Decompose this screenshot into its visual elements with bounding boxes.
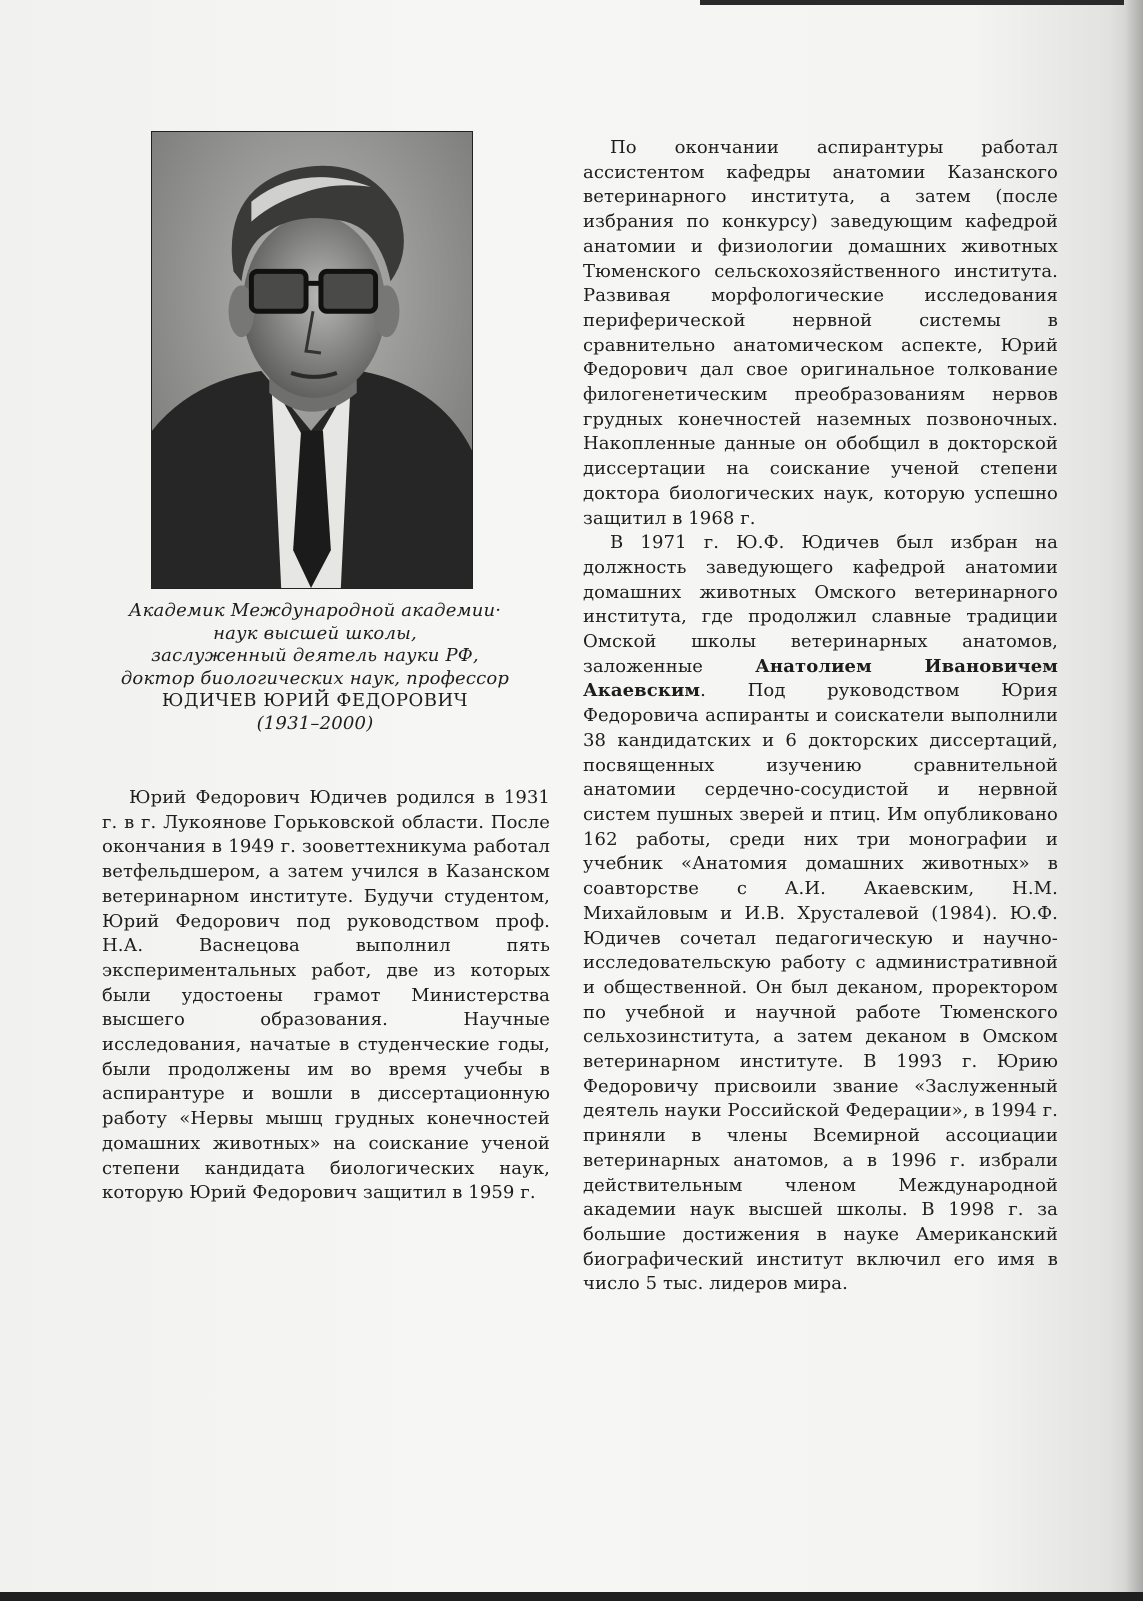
caption-years: (1931–2000) — [256, 712, 374, 734]
caption-name: ЮДИЧЕВ ЮРИЙ ФЕДОРОВИЧ — [161, 690, 469, 711]
biography-paragraph — [583, 531, 1058, 1297]
right-column — [583, 136, 1058, 1297]
caption-line: заслуженный деятель науки РФ, — [151, 645, 479, 666]
biography-paragraph: Юрий Федорович Юдичев родился в 1931 г. в г. Лукоянове Горьковской области. После окончания в 1949 г. зооветтехникума работал ветфельдшером, а затем учился в Казанском ветеринарном институте. Будучи студентом, Юрий Федорович под руководством проф. Н.А. Васнецова выполнил пять экспериментальных работ, две из которых были удостоены грамот Министерства высшего образования. Научные исследования, начатые в студенческие годы, были продолжены им во время учебы в аспирантуре и вошли в диссертационную работу «Нервы мышц грудных конечностей домашних животных» на соискание ученой степени кандидата биологических наук, которую Юрий Федорович защитил в 1959 г. — [102, 787, 550, 1204]
scan-top-edge — [700, 0, 1143, 5]
biography-paragraph: По окончании аспирантуры работал ассистентом кафедры анатомии Казанского ветеринарного института, а затем (после избрания по конкурсу) заведующим кафедрой анатомии и физиологии домашних животных Тюменского сельскохозяйственного института. Развивая морфологические исследования периферической нервной системы в сравнительно анатомическом аспекте, Юрий Федорович дал свое оригинальное толкование филогенетическим преобразованиям нервов грудных конечностей наземных позвоночных. Накопленные данные он обобщил в докторской диссертации на соискание ученой степени доктора биологических наук, которую успешно защитил в 1968 г. — [583, 137, 1058, 529]
paragraph-text: . Под руководством Юрия Федоровича аспиранты и соискатели выполнили 38 кандидатских и 6 докторских диссертаций, посвященных изучению сравнительной анатомии сердечно-сосудистой и нервной систем пушных зверей и птиц. Им опубликовано 162 работы, среди них три монографии и учебник «Анатомия домашних животных» в соавторстве с А.И. Акаевским, Н.М. Михайловым и И.В. Хрусталевой (1984). Ю.Ф. Юдичев сочетал педагогическую и научно-исследовательскую работу с административной и общественной. Он был деканом, проректором по учебной и научной работе Тюменского сельхозинститута, а затем деканом в Омском ветеринарном институте. В 1993 г. Юрию Федоровичу присвоили звание «Заслуженный деятель науки Российской Федерации», в 1994 г. приняли в члены Всемирной ассоциации ветеринарных анатомов, а в 1996 г. избрали действительным членом Международной академии наук высшей школы. В 1998 г. за большие достижения в науке Американский биографический институт включил его имя в число 5 тыс. лидеров мира. — [583, 680, 1058, 1295]
scan-right-edge — [1124, 0, 1143, 1601]
bold-name: Анатолием Ивановичем Акаевским — [583, 655, 1059, 702]
scan-bottom-edge — [0, 1592, 1143, 1601]
portrait-photo — [151, 131, 473, 589]
caption-line: Академик Международной академии· — [128, 600, 502, 621]
paragraph-text: В 1971 г. Ю.Ф. Юдичев был избран на должность заведующего кафедрой анатомии домашних животных Омского ветеринарного института, где продолжил славные традиции Омской школы ветеринарных анатомов, заложенные — [583, 532, 1058, 677]
portrait-illustration — [152, 132, 472, 588]
caption-line: доктор биологических наук, профессор — [120, 667, 510, 689]
caption-line: наук высшей школы, — [213, 622, 417, 644]
left-column — [102, 786, 550, 1206]
photo-caption — [120, 600, 510, 735]
